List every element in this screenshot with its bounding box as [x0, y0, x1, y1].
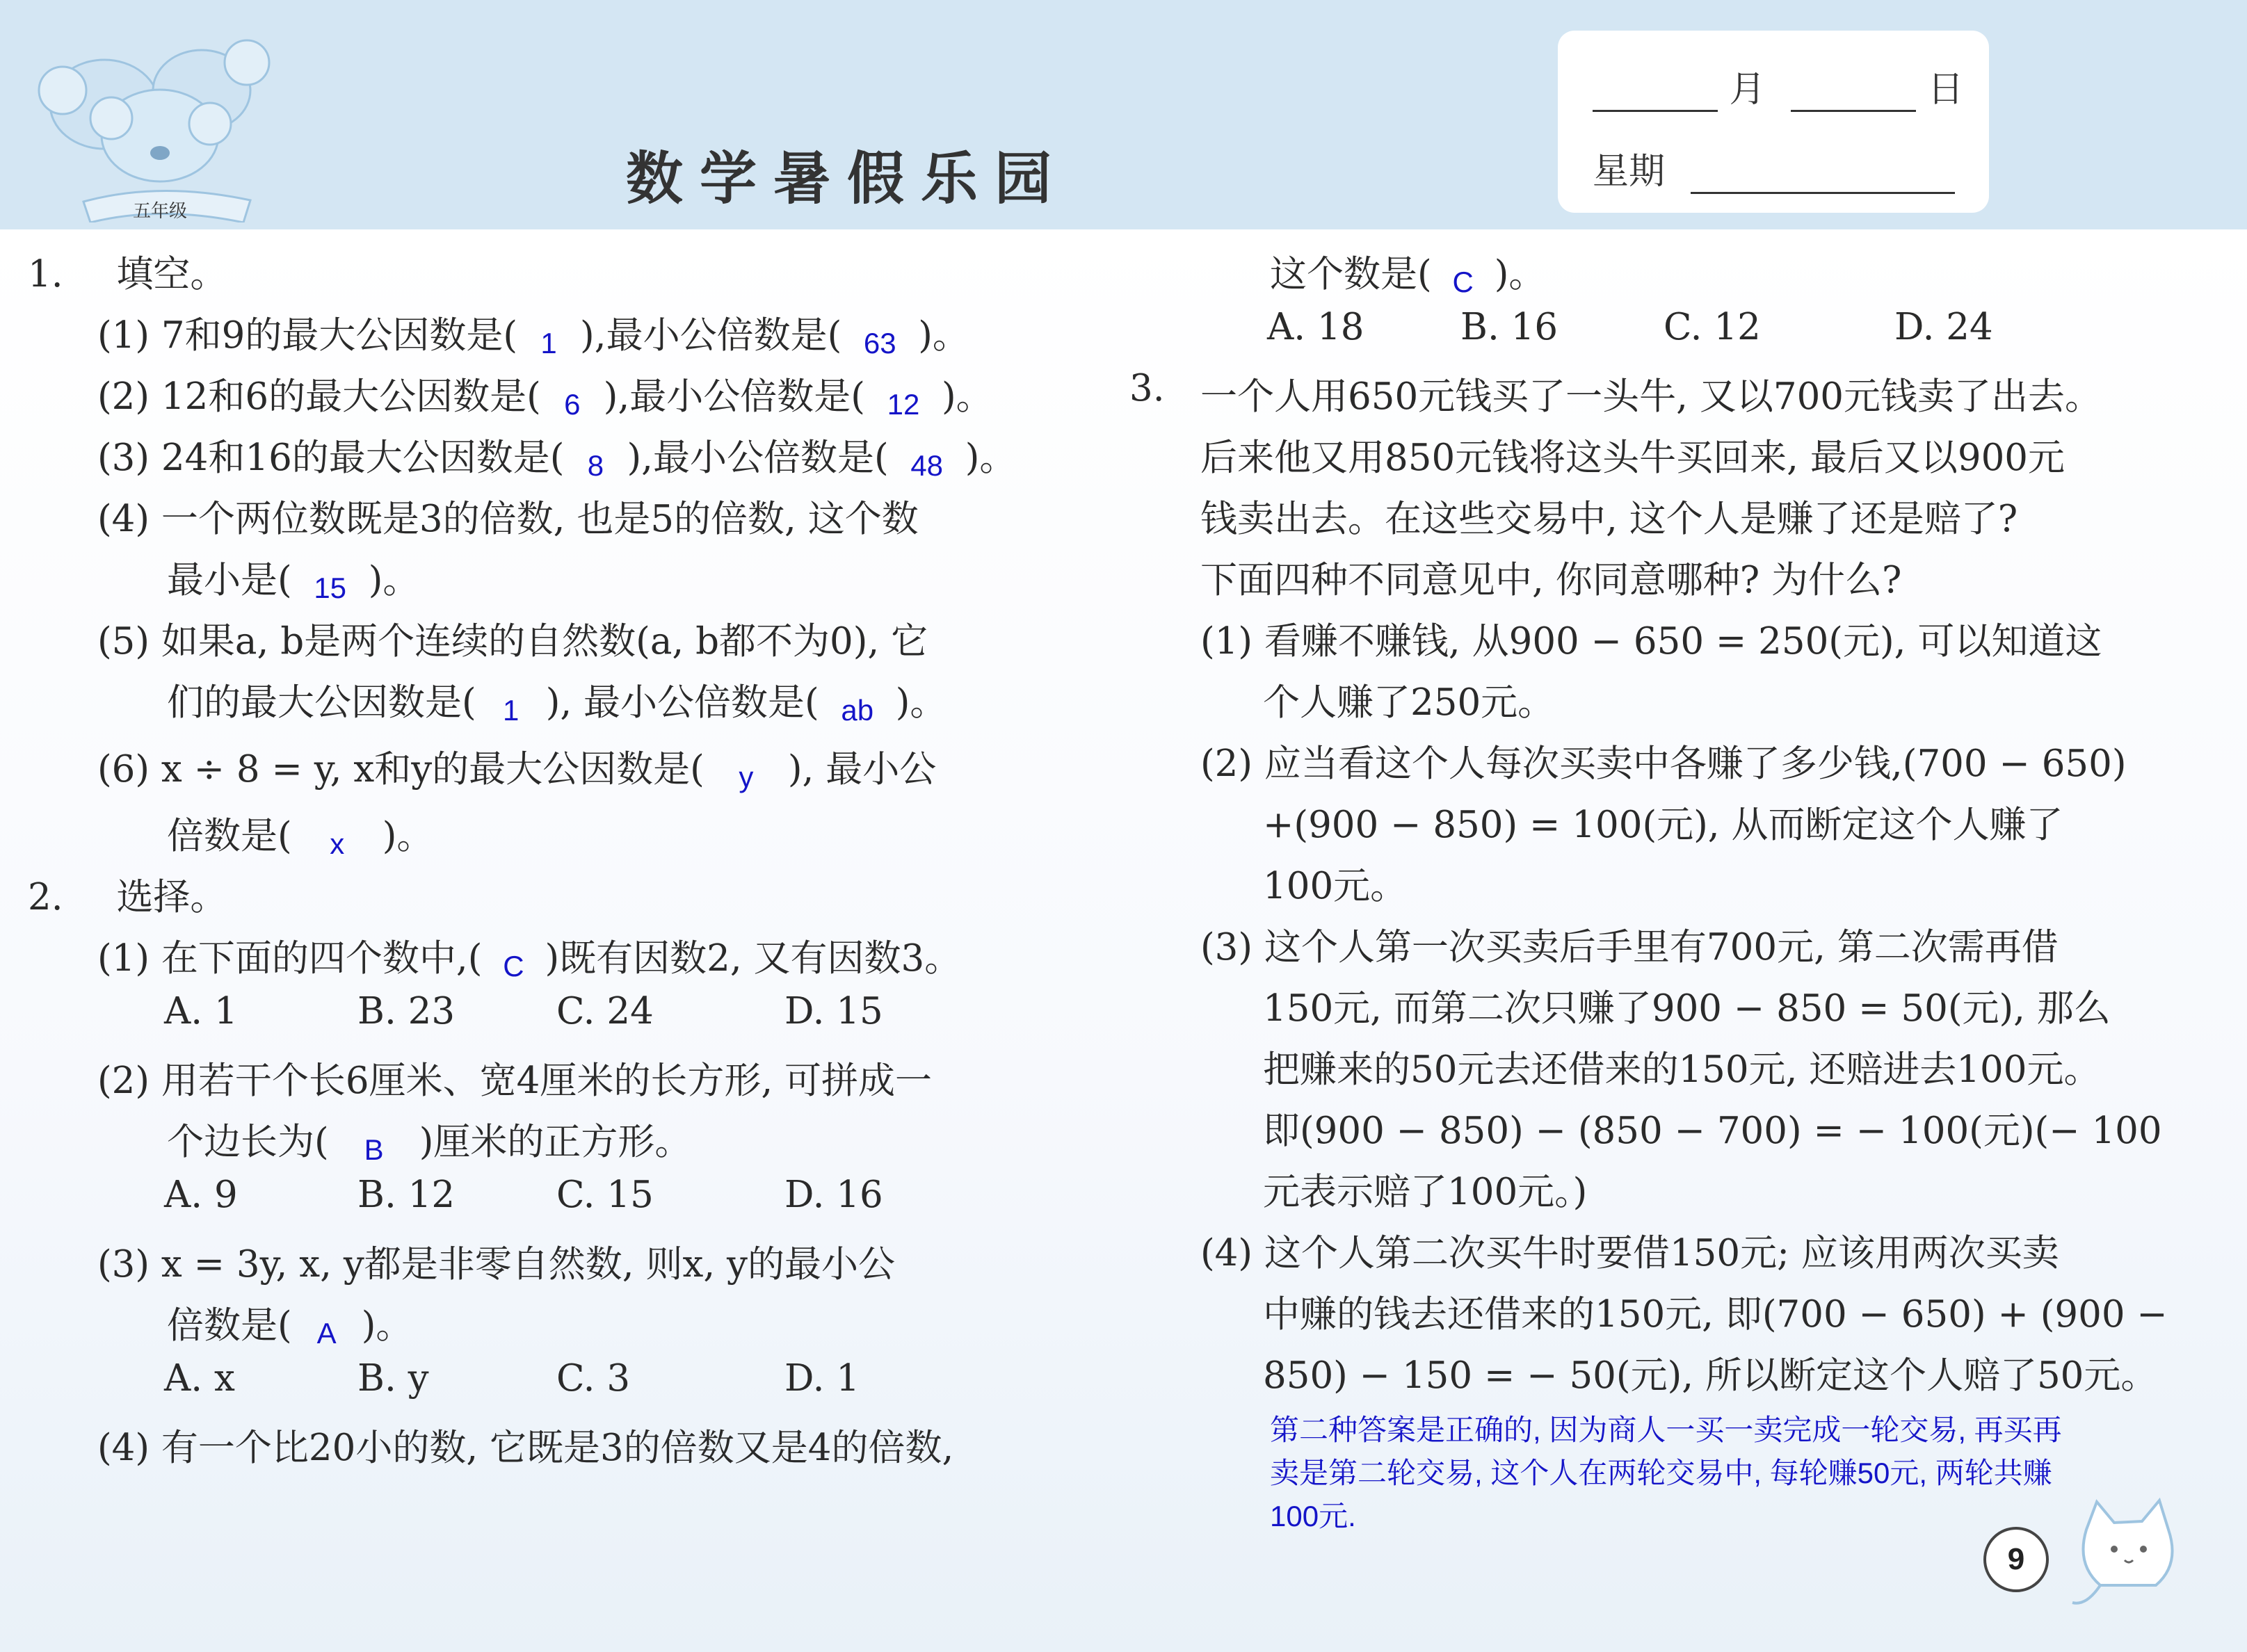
- q2-number: 2.: [28, 876, 63, 918]
- answer: y: [739, 761, 754, 793]
- q3-opinion-3: 把赚来的50元去还借来的150元, 还赔进去100元。: [1263, 1048, 2101, 1091]
- q2-sub-3-end: )。: [361, 1304, 413, 1347]
- q2-sub-2-line2: [167, 1112, 691, 1167]
- q2-sub-2-text: 个边长为(: [167, 1121, 329, 1163]
- q2-sub-4-line2: [1270, 245, 1545, 299]
- day-label: 日: [1927, 69, 1964, 111]
- q3-opinion-4: (4) 这个人第二次买牛时要借150元; 应该用两次买卖: [1200, 1232, 2059, 1274]
- cat-doodle-icon: [2059, 1488, 2198, 1613]
- q1-item-2-mid: ),最小公倍数是(: [603, 375, 865, 418]
- q2-sub-1: [97, 929, 961, 983]
- q2-sub-3-line2: [167, 1296, 412, 1350]
- q1-item-5-end: )。: [895, 681, 947, 724]
- month-label: 月: [1729, 69, 1766, 111]
- q1-item-2: [97, 367, 993, 421]
- q1-item-6-line1: [97, 740, 936, 794]
- answer: 15: [314, 572, 347, 604]
- q1-number: 1.: [28, 253, 63, 295]
- koala-mascot-icon: [21, 14, 313, 222]
- q3-opinion-2: +(900 − 850) = 100(元), 从而断定这个人赚了: [1263, 804, 2063, 846]
- option: D. 15: [784, 990, 883, 1032]
- q1-item-5-line1: (5) 如果a, b是两个连续的自然数(a, b都不为0), 它: [97, 620, 928, 663]
- option: B. 16: [1460, 306, 1559, 348]
- option: D. 24: [1894, 306, 1993, 348]
- q3-opinion-3: 即(900 − 850) − (850 − 700) = − 100(元)(− 100: [1263, 1110, 2162, 1152]
- option: A. 18: [1267, 306, 1364, 348]
- q1-item-6-end: )。: [382, 815, 434, 857]
- q3-opinion-2: 100元。: [1263, 865, 1408, 907]
- q3-opinion-2: (2) 应当看这个人每次买卖中各赚了多少钱,(700 − 650): [1200, 743, 2127, 785]
- answer: ab: [841, 694, 874, 727]
- option: C. 12: [1664, 306, 1761, 348]
- q3-opinion-4: 中赚的钱去还借来的150元, 即(700 − 650) + (900 −: [1263, 1293, 2168, 1336]
- q1-item-1-mid: ),最小公倍数是(: [580, 314, 842, 357]
- q1-item-4-text: 最小是(: [167, 559, 292, 601]
- weekday-row: [1593, 142, 1955, 194]
- q2-stem: 选择。: [116, 876, 227, 918]
- q3-stem-line: 后来他又用850元钱将这头牛买回来, 最后又以900元: [1200, 437, 2065, 479]
- q1-item-4-line1: (4) 一个两位数既是3的倍数, 也是5的倍数, 这个数: [97, 498, 919, 540]
- option: B. 23: [357, 990, 456, 1032]
- q1-item-2-end: )。: [941, 375, 993, 418]
- answer: 6: [564, 388, 581, 421]
- q1-heading: [28, 245, 227, 298]
- q1-item-3-text: (3) 24和16的最大公因数是(: [97, 437, 565, 479]
- q2-sub-2-end: )厘米的正方形。: [419, 1121, 692, 1163]
- q1-item-6-text: (6) x ÷ 8 = y, x和y的最大公因数是(: [97, 748, 704, 791]
- q3-stem-line: 钱卖出去。在这些交易中, 这个人是赚了还是赔了?: [1200, 498, 2018, 540]
- answer: A: [316, 1317, 337, 1350]
- q1-item-6-mid: ), 最小公: [787, 748, 937, 791]
- q1-item-6-text2: 倍数是(: [167, 815, 292, 857]
- q1-item-3-end: )。: [965, 437, 1017, 479]
- option: D. 16: [784, 1174, 883, 1216]
- q3-number: 3.: [1129, 367, 1165, 410]
- q3-opinion-3: 元表示赔了100元。): [1263, 1171, 1588, 1213]
- option: B. 12: [357, 1174, 456, 1216]
- grade-badge: 五年级: [132, 201, 188, 222]
- q2-sub-4-end: )。: [1494, 253, 1546, 295]
- q1-item-2-text: (2) 12和6的最大公因数是(: [97, 375, 541, 418]
- q1-item-1-text: (1) 7和9的最大公因数是(: [97, 314, 518, 357]
- q2-sub-3-line1: (3) x = 3y, x, y都是非零自然数, 则x, y的最小公: [97, 1243, 895, 1286]
- q1-item-5-mid: ), 最小公倍数是(: [545, 681, 819, 724]
- answer: 63: [863, 327, 896, 359]
- handwritten-answer: 第二种答案是正确的, 因为商人一买一卖完成一轮交易, 再买再: [1270, 1414, 2062, 1446]
- q1-item-6-line2: [167, 807, 433, 861]
- weekday-label: 星期: [1593, 151, 1666, 193]
- handwritten-answer: 100元.: [1270, 1500, 1356, 1532]
- answer: 12: [887, 388, 920, 421]
- handwritten-answer: 卖是第二轮交易, 这个人在两轮交易中, 每轮赚50元, 两轮共赚: [1270, 1457, 2052, 1489]
- q1-stem: 填空。: [116, 253, 227, 295]
- q2-sub-1-end: )既有因数2, 又有因数3。: [545, 937, 962, 980]
- q1-item-1: [97, 306, 969, 360]
- q3-opinion-1: 个人赚了250元。: [1263, 681, 1555, 724]
- answer: x: [330, 827, 345, 860]
- q2-sub-3-text: 倍数是(: [167, 1304, 292, 1347]
- q1-item-4-line2: [167, 551, 419, 605]
- option: D. 1: [784, 1357, 860, 1400]
- q2-sub-1-text: (1) 在下面的四个数中,(: [97, 937, 483, 980]
- answer: C: [1452, 266, 1474, 298]
- date-box: [1558, 31, 1989, 213]
- option: C. 24: [556, 990, 654, 1032]
- answer: 1: [503, 694, 520, 727]
- q1-item-5-line2: [167, 673, 947, 727]
- answer: B: [364, 1133, 384, 1166]
- q1-item-4-end: )。: [368, 559, 420, 601]
- q2-sub-4-text: 这个数是(: [1270, 253, 1432, 295]
- option: A. x: [164, 1357, 235, 1400]
- q3-opinion-1: (1) 看赚不赚钱, 从900 − 650 = 250(元), 可以知道这: [1200, 620, 2102, 663]
- q3-opinion-3: 150元, 而第二次只赚了900 − 850 = 50(元), 那么: [1263, 987, 2111, 1030]
- option: A. 9: [164, 1174, 238, 1216]
- answer: 1: [540, 327, 557, 359]
- q1-item-1-end: )。: [918, 314, 969, 357]
- q3-opinion-4: 850) − 150 = − 50(元), 所以断定这个人赔了50元。: [1263, 1354, 2158, 1397]
- answer: 48: [910, 449, 944, 482]
- page-number: 9: [1983, 1527, 2049, 1592]
- answer: 8: [587, 449, 604, 482]
- option: C. 15: [556, 1174, 654, 1216]
- q3-opinion-3: (3) 这个人第一次买卖后手里有700元, 第二次需再借: [1200, 926, 2059, 969]
- q2-heading: [28, 868, 227, 921]
- q1-item-5-text: 们的最大公因数是(: [167, 681, 476, 724]
- page-title: 数学暑假乐园: [626, 146, 1069, 212]
- q2-sub-4-line1: (4) 有一个比20小的数, 它既是3的倍数又是4的倍数,: [97, 1427, 954, 1469]
- option: A. 1: [164, 990, 238, 1032]
- option: B. y: [357, 1357, 429, 1400]
- q3-stem-line: 一个人用650元钱买了一头牛, 又以700元钱卖了出去。: [1200, 375, 2102, 418]
- month-day-row: [1593, 60, 1964, 112]
- option: C. 3: [556, 1357, 631, 1400]
- answer: C: [503, 950, 524, 982]
- q3-stem-line: 下面四种不同意见中, 你同意哪种? 为什么?: [1200, 559, 1902, 601]
- q2-sub-2-line1: (2) 用若干个长6厘米、宽4厘米的长方形, 可拼成一: [97, 1060, 933, 1102]
- q1-item-3: [97, 428, 1016, 483]
- q1-item-3-mid: ),最小公倍数是(: [627, 437, 889, 479]
